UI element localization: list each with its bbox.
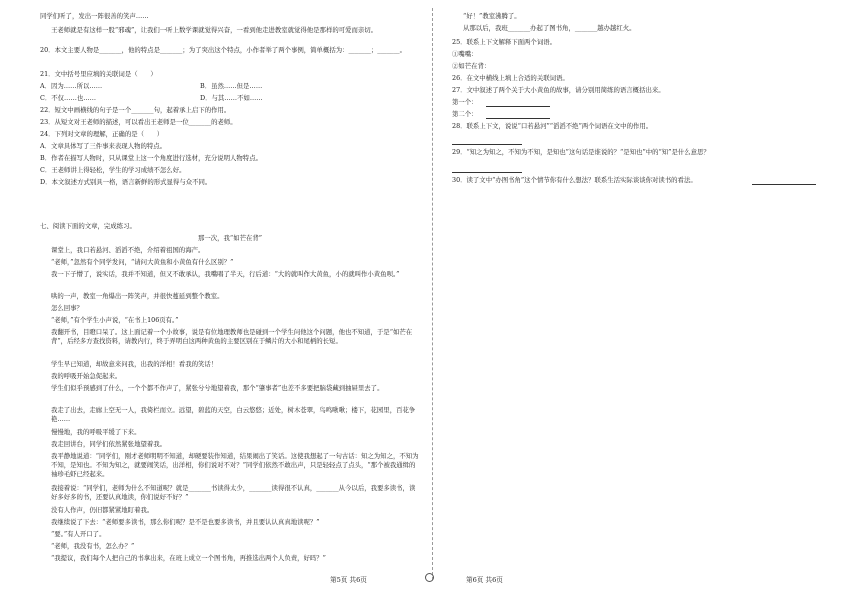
article-paragraph: “要。”有人开口了。 [51, 530, 106, 538]
option-b: B．虽然……但是…… [200, 82, 263, 90]
article-paragraph: “老师，我没有书，怎么办？” [51, 542, 135, 550]
article-paragraph: 学生们似乎预感到了什么，一个个都不作声了，紧张兮兮地望着我，那个“肇事者”也差不多要把脑袋藏到抽屉里去了。 [51, 384, 384, 392]
article-paragraph: 慢慢地，我的呼吸平缓了下来。 [51, 428, 141, 436]
option-c: C．王老师讲上得轻松，学生的学习成绩不怎么好。 [40, 166, 186, 174]
article-paragraph: 没有人作声，仍旧都紧紧地盯着我。 [51, 506, 154, 514]
article-paragraph: 我的呼吸开始急促起来。 [51, 372, 122, 380]
answer-item: ①嘴嘴： [452, 50, 478, 58]
article-paragraph: 我翻开书，目瞪口呆了。这上面记着一个小故事，说是有位地理教师也是碰到一个学生问他这个问题，他也不知道，于是“如芒在背”，后经多方查找资料，请教内行，终于弄明白这两种黄鱼的主要区别在于鳞片的大小和尾柄的长短。 [51, 328, 413, 345]
option-a: A．因为……所以…… [40, 82, 103, 90]
answer-item: ②如芒在背： [452, 62, 491, 70]
answer-second: 第二个： [452, 110, 478, 118]
question-29: 29．“知之为知之，不知为不知，是知也”这句话是谁说的？“是知也”中的“知”是什么意思？ [452, 148, 710, 156]
text-paragraph: 王老师就是有这样一股“邪魂”，让我们一听上数学课就觉得兴奋，一看到他走进教室就觉得他是那样的可爱而亲切。 [51, 26, 378, 34]
answer-line[interactable] [452, 138, 522, 145]
option-d: D．本文叙述方式别具一格，语言新鲜的形式显得与众不同。 [40, 178, 212, 186]
answer-first: 第一个： [452, 98, 478, 106]
page-divider [432, 8, 433, 580]
question-27: 27．文中叙述了两个关于大小黄鱼的故事，请分别用简练的语言概括出来。 [452, 86, 665, 94]
page-footer: 第6页 共6页 [466, 576, 503, 584]
article-paragraph: 我走回讲台，同学们依然紧张地望着我。 [51, 440, 167, 448]
option-a: A．文章具体写了三件事来表现人物的特点。 [40, 142, 167, 150]
answer-line[interactable] [486, 100, 550, 107]
left-page [40, 0, 420, 608]
article-paragraph: 我接着说：“同学们，老师为什么不知道呢？就是_______书读得太少，_______读得很不认真，_______从今以后，我要多读书，读好多好多的书，还要认真地读，你们说好不好？” [51, 484, 416, 501]
question-25: 25．联系上下文解释下面两个词语。 [452, 38, 556, 46]
question-24: 24．下列对文章的理解，正确的是（ ） [40, 130, 164, 138]
article-paragraph: 课堂上，我口若悬河、滔滔不绝，介绍着祖国的海产。 [51, 246, 205, 254]
article-paragraph: 我一下子懵了，说实话，我并不知道，但又不敢承认，我嘴唱了半天，行后道：“大的就叫作大黄鱼，小的就叫作小黄鱼呗。” [51, 270, 400, 278]
article-paragraph: 学生早已知道，却故意来问我，出我的洋相！看我的笑话！ [51, 360, 218, 368]
article-paragraph: 我继续说了下去：“老师要多读书，那么你们呢？是不是也要多读书，并且要认认真真地读呢？” [51, 518, 320, 526]
page-footer: 第5页 共6页 [330, 576, 367, 584]
binding-circle-icon [425, 573, 434, 582]
question-20: 20．本文主要人物是_______，他的特点是_______；为了突出这个特点，小作者举了两个事例，简单概括为：_______；_______。 [40, 46, 407, 54]
text-line: 同学们听了，发出一阵很善的笑声…… [40, 12, 149, 20]
answer-line[interactable] [452, 166, 522, 173]
article-paragraph: 哄的一声，教室一角爆出一阵笑声，并很快蔓延到整个教室。 [51, 292, 224, 300]
question-30: 30．读了文中“办图书角”这个情节你有什么想法？联系生活实际谈谈你对读书的看法。 [452, 176, 697, 184]
answer-line[interactable] [486, 112, 550, 119]
section-heading: 七、阅读下面的文章，完成练习。 [40, 222, 136, 230]
article-paragraph: 我走了出去，走廊上空无一人，我倚栏而立。远望，碧蓝的天空，白云悠悠；近处，树木苍翠，鸟鸣啾啾；楼下，花园里，百花争艳…… [51, 406, 416, 423]
option-c: C．不仅……也…… [40, 94, 97, 102]
question-28: 28．联系上下文，说说“口若悬河”“滔滔不绝”两个词语在文中的作用。 [452, 122, 653, 130]
question-26: 26．在文中横线上填上合适的关联词语。 [452, 74, 569, 82]
article-paragraph: 从那以后，我班_______办起了图书角，_______越办越红火。 [463, 24, 636, 32]
question-21: 21．文中括号里应填的关联词是（ ） [40, 70, 157, 78]
article-paragraph: “好！”教室沸腾了。 [463, 12, 521, 20]
right-page [452, 0, 824, 608]
article-paragraph: 怎么回事？ [51, 304, 83, 312]
option-d: D．与其……不如…… [200, 94, 263, 102]
question-23: 23．从短文对王老师的描述，可以看出王老师是一位_______的老师。 [40, 118, 237, 126]
option-b: B．作者在描写人物时，只从课堂上这一个角度进行选材，充分说明人物特点。 [40, 154, 262, 162]
article-paragraph: 我平静地说道：“同学们，刚才老师明明不知道，却硬要装作知道，结果闹出了笑话。这使我想起了一句古话：知之为知之，不知为不知，是知也。不知为知之，就要闹笑话，出洋相，你们说对不对？”同学们依然不敢出声，只是轻轻点了点头，“那个被我通缉的袖珍毛虾已经起来。 [51, 452, 419, 478]
article-paragraph: “老师，”有个学生小声说，“在书上106页有。” [51, 316, 179, 324]
article-paragraph: “我提议，我们每个人把自己的书拿出来，在班上成立一个图书角，再推选出两个人负责，好吗？” [51, 554, 326, 562]
article-title: 那一次，我“如芒在背” [197, 234, 263, 242]
question-22: 22．短文中画横线的句子是一个_______句，起着承上启下的作用。 [40, 106, 231, 114]
article-paragraph: “老师，”忽然有个同学发问，“请问大黄鱼和小黄鱼有什么区别？” [51, 258, 234, 266]
answer-line[interactable] [752, 178, 816, 185]
